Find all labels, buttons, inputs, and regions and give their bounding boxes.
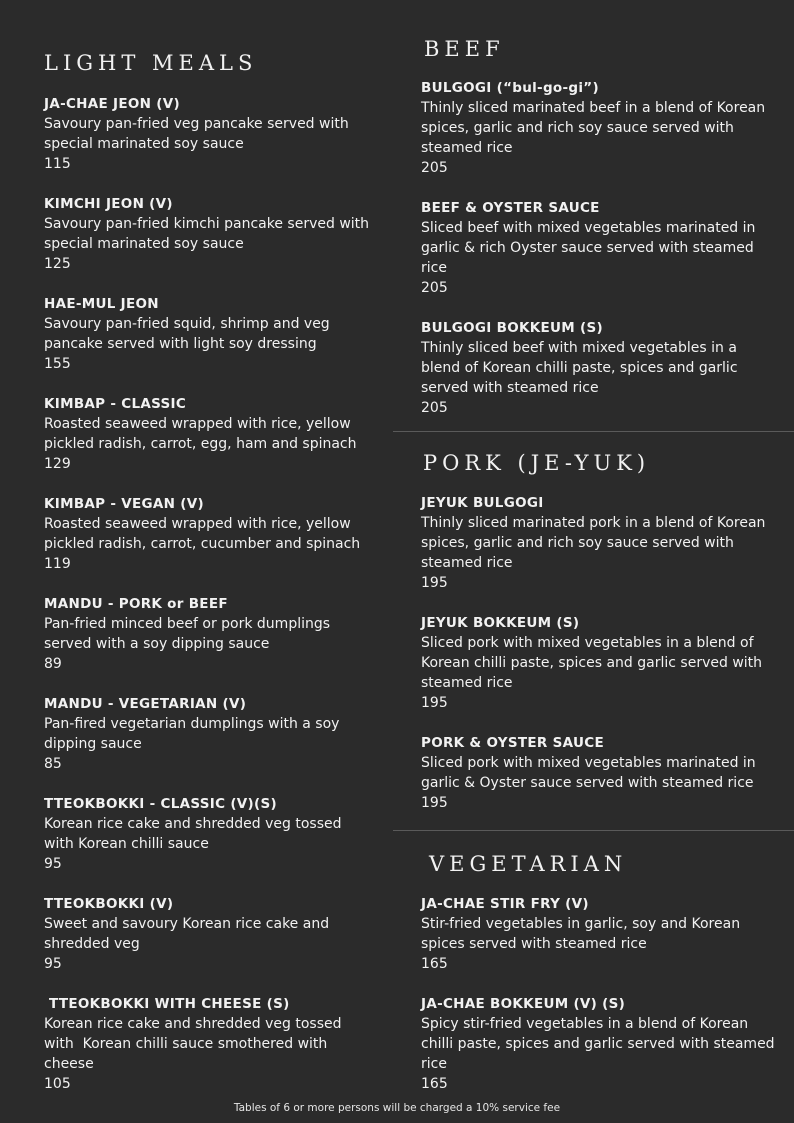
item-name: HAE-MUL JEON	[44, 296, 159, 312]
item-price: 165	[421, 1076, 448, 1092]
item-name: TTEOKBOKKI - CLASSIC (V)(S)	[44, 796, 277, 812]
menu-item	[44, 594, 374, 674]
item-description: Korean rice cake and shredded veg tossed with Korean chilli sauce smothered with cheese	[44, 1016, 346, 1072]
menu-item	[421, 733, 776, 813]
menu-item	[44, 694, 374, 774]
item-name: MANDU - VEGETARIAN (V)	[44, 696, 247, 712]
vegetarian-title: VEGETARIAN	[429, 852, 628, 876]
item-name: JEYUK BULGOGI	[421, 495, 544, 511]
menu-item	[44, 94, 374, 174]
menu-item	[421, 318, 776, 418]
item-description: Spicy stir-fried vegetables in a blend of Korean chilli paste, spices and garlic served with steamed rice	[421, 1016, 775, 1072]
item-price: 155	[44, 356, 71, 372]
item-name: PORK & OYSTER SAUCE	[421, 735, 604, 751]
item-description: Thinly sliced marinated pork in a blend of Korean spices, garlic and rich soy sauce served with steamed rice	[421, 515, 766, 571]
item-price: 95	[44, 956, 62, 972]
item-price: 195	[421, 795, 448, 811]
item-price: 85	[44, 756, 62, 772]
item-price: 89	[44, 656, 62, 672]
menu-item	[44, 294, 374, 374]
item-description: Sweet and savoury Korean rice cake and shredded veg	[44, 916, 330, 952]
item-name: KIMBAP - VEGAN (V)	[44, 496, 204, 512]
item-price: 205	[421, 400, 448, 416]
item-price: 105	[44, 1076, 71, 1092]
item-description: Korean rice cake and shredded veg tossed with Korean chilli sauce	[44, 816, 342, 852]
menu-item	[44, 394, 374, 474]
item-name: KIMBAP - CLASSIC	[44, 396, 187, 412]
item-name: MANDU - PORK or BEEF	[44, 596, 228, 612]
item-price: 205	[421, 160, 448, 176]
item-name: JEYUK BOKKEUM (S)	[421, 615, 580, 631]
item-name: TTEOKBOKKI WITH CHEESE (S)	[44, 996, 290, 1012]
item-price: 115	[44, 156, 71, 172]
item-description: Pan-fried minced beef or pork dumplings served with a soy dipping sauce	[44, 616, 331, 652]
item-description: Sliced beef with mixed vegetables marinated in garlic & rich Oyster sauce served with steamed rice	[421, 220, 756, 276]
item-price: 119	[44, 556, 71, 572]
item-description: Roasted seaweed wrapped with rice, yellow pickled radish, carrot, egg, ham and spinach	[44, 416, 357, 452]
menu-item	[421, 994, 776, 1094]
item-description: Sliced pork with mixed vegetables marinated in garlic & Oyster sauce served with steamed rice	[421, 755, 756, 791]
item-name: JA-CHAE JEON (V)	[44, 96, 180, 112]
item-name: BULGOGI BOKKEUM (S)	[421, 320, 603, 336]
item-name: TTEOKBOKKI (V)	[44, 896, 174, 912]
menu-item	[44, 894, 374, 974]
item-name: BEEF & OYSTER SAUCE	[421, 200, 600, 216]
item-price: 195	[421, 575, 448, 591]
item-price: 129	[44, 456, 71, 472]
item-price: 195	[421, 695, 448, 711]
item-name: JA-CHAE BOKKEUM (V) (S)	[421, 996, 626, 1012]
item-name: KIMCHI JEON (V)	[44, 196, 173, 212]
section-divider	[393, 431, 794, 432]
item-description: Savoury pan-fried kimchi pancake served with special marinated soy sauce	[44, 216, 370, 252]
item-description: Sliced pork with mixed vegetables in a blend of Korean chilli paste, spices and garlic served with steamed rice	[421, 635, 763, 691]
menu-item	[421, 493, 776, 593]
menu-item	[421, 78, 776, 178]
menu-item	[44, 494, 374, 574]
item-name: BULGOGI (“bul-go-gi”)	[421, 80, 599, 96]
menu-item	[44, 994, 374, 1094]
light-meals-title: LIGHT MEALS	[44, 51, 258, 75]
item-name: JA-CHAE STIR FRY (V)	[421, 896, 589, 912]
menu-item	[421, 613, 776, 713]
menu-item	[421, 198, 776, 298]
item-price: 205	[421, 280, 448, 296]
item-description: Thinly sliced beef with mixed vegetables in a blend of Korean chilli paste, spices and garlic served with steamed rice	[421, 340, 738, 396]
section-divider	[393, 830, 794, 831]
item-description: Stir-fried vegetables in garlic, soy and Korean spices served with steamed rice	[421, 916, 741, 952]
item-description: Thinly sliced marinated beef in a blend of Korean spices, garlic and rich soy sauce served with steamed rice	[421, 100, 766, 156]
item-description: Roasted seaweed wrapped with rice, yellow pickled radish, carrot, cucumber and spinach	[44, 516, 361, 552]
menu-item	[44, 794, 374, 874]
item-description: Savoury pan-fried squid, shrimp and veg pancake served with light soy dressing	[44, 316, 330, 352]
item-price: 165	[421, 956, 448, 972]
menu-item	[421, 894, 776, 974]
service-fee-note: Tables of 6 or more persons will be charged a 10% service fee	[233, 1102, 561, 1114]
item-price: 125	[44, 256, 71, 272]
pork-title: PORK (JE-YUK)	[423, 451, 651, 475]
item-price: 95	[44, 856, 62, 872]
beef-title: BEEF	[424, 37, 505, 61]
item-description: Pan-fired vegetarian dumplings with a soy dipping sauce	[44, 716, 340, 752]
item-description: Savoury pan-fried veg pancake served with special marinated soy sauce	[44, 116, 349, 152]
menu-item	[44, 194, 374, 274]
